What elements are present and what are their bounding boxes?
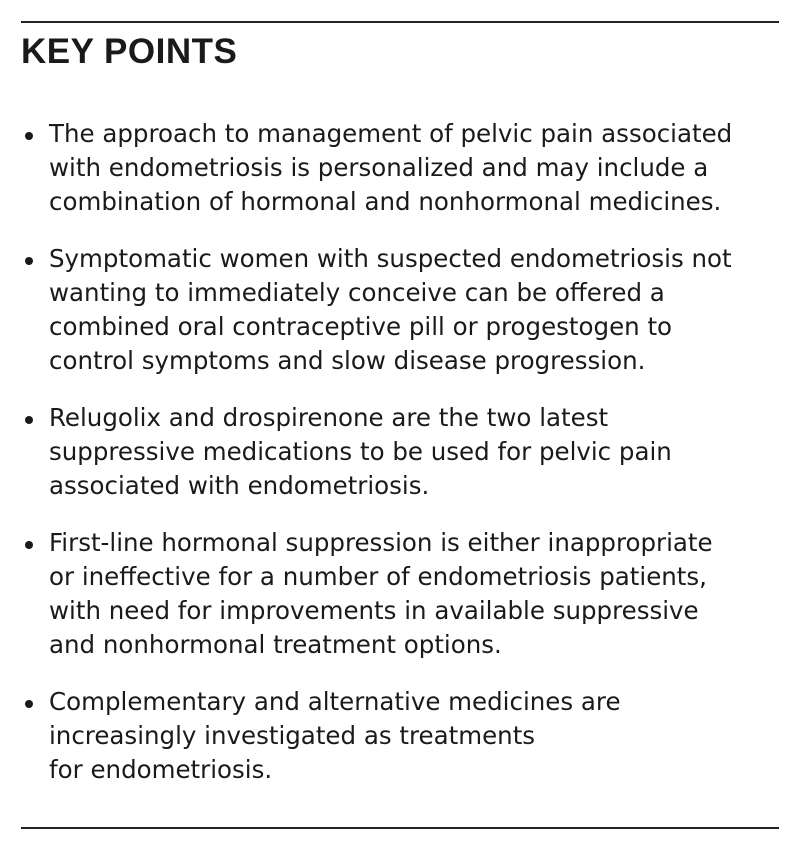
top-rule: [21, 21, 779, 23]
key-point-text: First-line hormonal suppression is either inappropriate or ineffective for a number of endometriosis patients, with need for improvements in available suppressive and nonhormonal treatment options.: [49, 528, 713, 659]
key-point-3: [25, 401, 780, 503]
key-points-list: [25, 117, 780, 810]
key-point-2: [25, 242, 780, 378]
bottom-rule: [21, 827, 779, 829]
key-points-heading: KEY POINTS: [21, 32, 238, 71]
bullet-icon: [25, 257, 33, 265]
key-point-1: [25, 117, 780, 219]
key-point-4: [25, 526, 780, 662]
key-point-text: The approach to management of pelvic pain associated with endometriosis is personalized and may include a combination of hormonal and nonhormonal medicines.: [49, 119, 733, 216]
bullet-icon: [25, 132, 33, 140]
key-point-text: Complementary and alternative medicines are increasingly investigated as treatments for endometriosis.: [49, 687, 621, 784]
key-point-text: Symptomatic women with suspected endometriosis not wanting to immediately conceive can be offered a combined oral contraceptive pill or progestogen to control symptoms and slow disease progression.: [49, 244, 732, 375]
bullet-icon: [25, 416, 33, 424]
bullet-icon: [25, 700, 33, 708]
key-point-5: [25, 685, 780, 787]
key-point-text: Relugolix and drospirenone are the two latest suppressive medications to be used for pelvic pain associated with endometriosis.: [49, 403, 672, 500]
bullet-icon: [25, 541, 33, 549]
